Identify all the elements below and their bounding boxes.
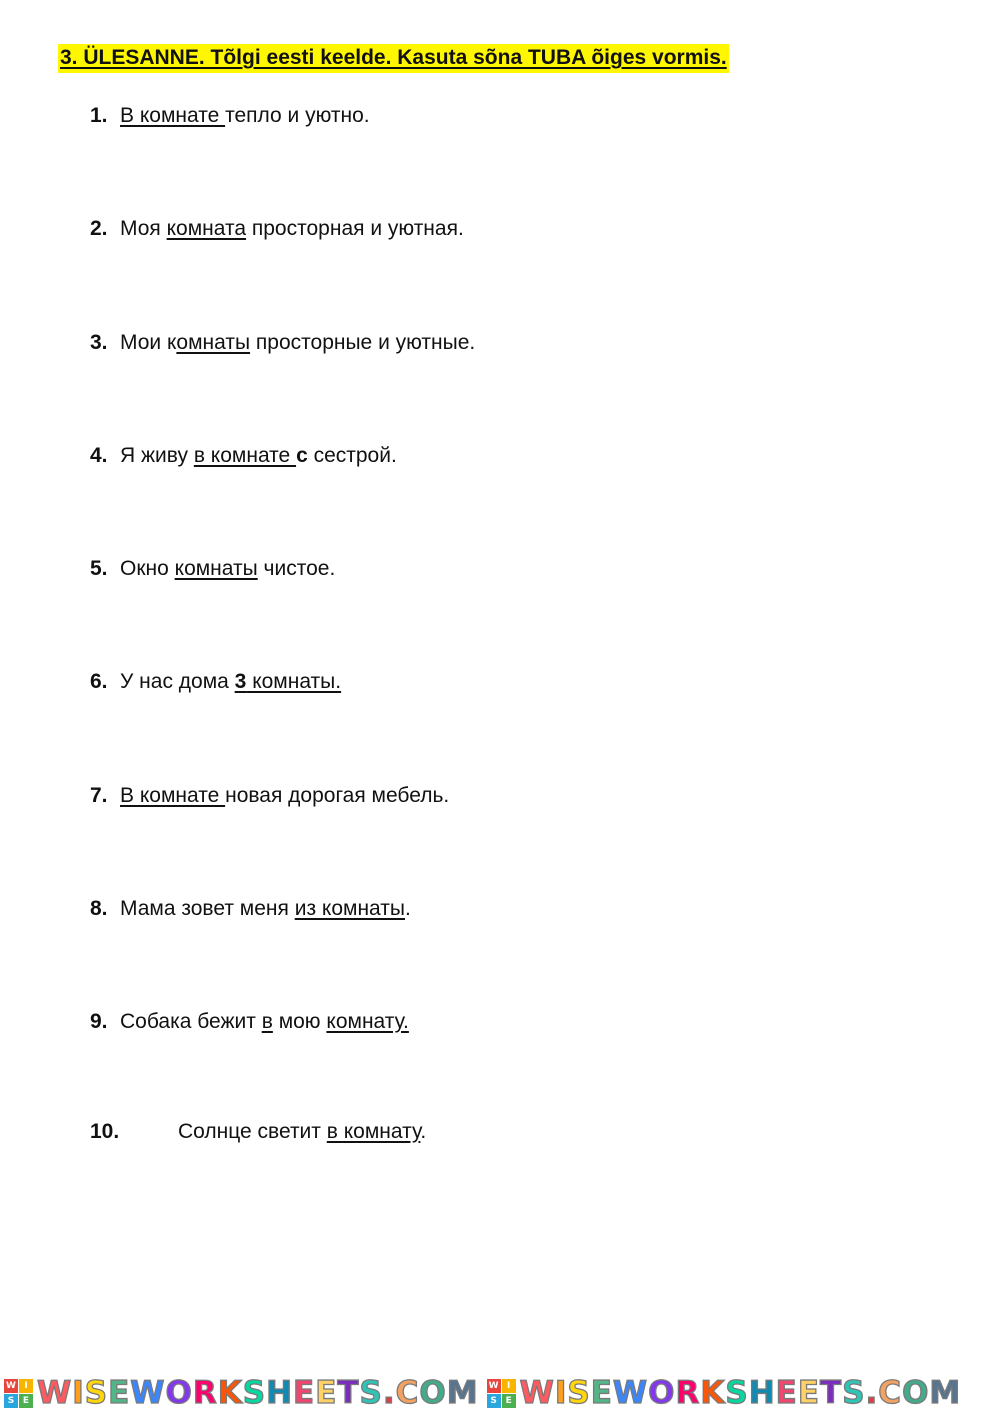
footer-watermark (0, 1376, 1000, 1410)
item-number: 3. (90, 331, 108, 354)
exercise-item (90, 668, 341, 696)
exercise-item (90, 442, 397, 470)
underlined-phrase: В комнате (120, 784, 226, 807)
underlined-phrase: комнаты (174, 557, 258, 580)
brand-logo (487, 1376, 962, 1410)
sentence-text: Моя (120, 217, 167, 240)
item-number: 6. (90, 670, 108, 693)
item-number: 7. (90, 784, 108, 807)
sentence-text: новая дорогая мебель. (225, 784, 450, 807)
underlined-phrase: комнату. (326, 1010, 409, 1033)
sentence-text: сестрой. (307, 444, 397, 467)
sentence-text: . (420, 1120, 427, 1143)
underlined-phrase: в комнату (326, 1120, 421, 1143)
exercise-item (90, 1008, 409, 1036)
underlined-phrase: комната (166, 217, 247, 240)
brand-logo (4, 1376, 479, 1410)
sentence-text: просторная и уютная. (246, 217, 464, 240)
sentence-text: Мои к (120, 331, 177, 354)
logo-cell: E (19, 1394, 33, 1408)
underlined-phrase: 3 (234, 670, 247, 693)
exercise-item (90, 1118, 426, 1146)
item-number: 4. (90, 444, 108, 467)
logo-cell: W (4, 1379, 18, 1393)
underlined-phrase: омнаты (176, 331, 251, 354)
exercise-title: 3. ÜLESANNE. Tõlgi eesti keelde. Kasuta sõna TUBA õiges vormis. (58, 44, 729, 73)
sentence-text: Мама зовет меня (120, 897, 295, 920)
sentence-text: Я живу (120, 444, 194, 467)
sentence-text: Окно (120, 557, 175, 580)
sentence-text: У нас дома (120, 670, 235, 693)
logo-cell: S (4, 1394, 18, 1408)
brand-text: WISEWORKSHEETS.COM (519, 1375, 962, 1411)
exercise-item (90, 782, 449, 810)
sentence-text: Солнце светит (178, 1120, 327, 1143)
logo-cell: E (502, 1394, 516, 1408)
underlined-phrase: из комнаты (294, 897, 405, 920)
sentence-text: . (404, 897, 411, 920)
logo-cell: S (487, 1394, 501, 1408)
logo-cell: I (502, 1379, 516, 1393)
item-number: 1. (90, 104, 108, 127)
brand-text: WISEWORKSHEETS.COM (37, 1375, 479, 1411)
sentence-text: Собака бежит (120, 1010, 262, 1033)
sentence-text: с (296, 444, 308, 467)
logo-icon (487, 1379, 516, 1408)
exercise-item (90, 215, 464, 243)
logo-cell: I (19, 1379, 33, 1393)
item-number: 2. (90, 217, 108, 240)
exercise-item (90, 895, 411, 923)
item-number: 9. (90, 1010, 108, 1033)
item-number: 5. (90, 557, 108, 580)
exercise-item (90, 329, 475, 357)
logo-cell: W (487, 1379, 501, 1393)
sentence-text: мою (272, 1010, 327, 1033)
underlined-phrase: в (261, 1010, 273, 1033)
underlined-phrase: в комнате (193, 444, 297, 467)
underlined-phrase: комнаты. (246, 670, 342, 693)
exercise-item (90, 555, 335, 583)
exercise-item (90, 102, 370, 130)
sentence-text: просторные и уютные. (250, 331, 476, 354)
item-number: 8. (90, 897, 108, 920)
sentence-text: тепло и уютно. (225, 104, 370, 127)
underlined-phrase: В комнате (120, 104, 226, 127)
logo-icon (4, 1379, 33, 1408)
sentence-text: чистое. (257, 557, 336, 580)
item-number: 10. (90, 1120, 120, 1143)
